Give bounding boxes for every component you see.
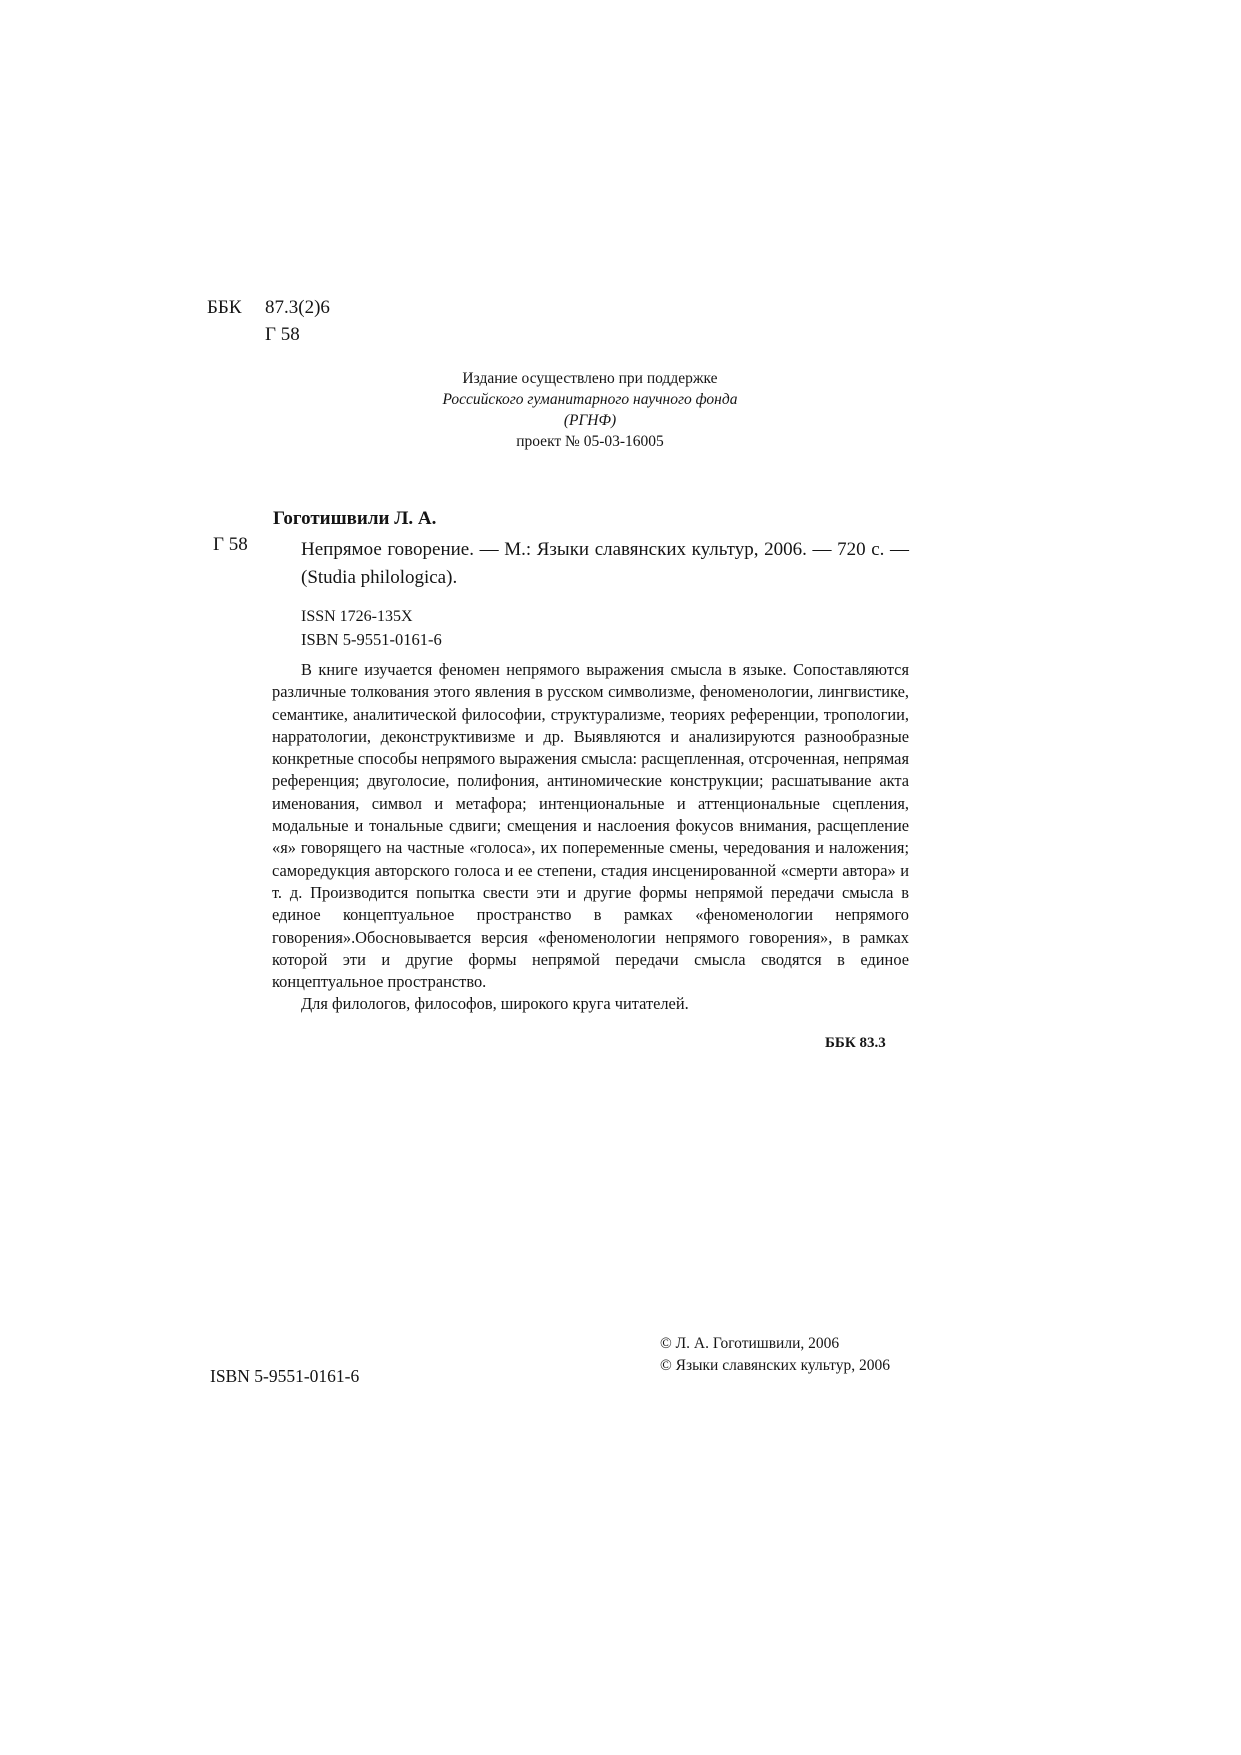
support-foundation: Российского гуманитарного научного фонда: [442, 391, 738, 408]
support-line-1: Издание осуществлено при поддержке: [462, 370, 718, 387]
bbk-index-bottom: ББК 83.3: [825, 1035, 886, 1051]
bbk-author-sign: Г 58: [265, 324, 300, 345]
annotation-paragraph: В книге изучается феномен непрямого выражения смысла в языке. Сопоставляются различные толкования этого явления в русском символизме, феноменологии, лингвистике, семантике, аналитической философии, структурализме, теориях референции, тропологии, нарратологии, деконструктивизме и др. Выявляются и анализируются разнообразные конкретные способы непрямого выражения смысла: расщепленная, отсроченная, непрямая референция; двуголосие, полифония, антиномические конструкции; расшатывание акта именования, символ и метафора; интенциональные и аттенциональные сцепления, модальные и тональные сдвиги; смещения и наслоения фокусов внимания, расщепление «я» говорящего на частные «голоса», их попеременные смены, чередования и наложения; саморедукция авторского голоса и ее степени, стадия инсценированной «смерти автора» и т. д. Производится попытка свести эти и другие формы непрямой передачи смысла в единое концептуальное пространство в рамках «феноменологии непрямого говорения».Обосновывается версия «феноменологии непрямого говорения», в рамках которой эти и другие формы непрямой передачи смысла сводятся в единое концептуальное пространство.: [272, 660, 909, 992]
support-notice: [380, 368, 800, 452]
author-name: Гоготишвили Л. А.: [273, 508, 437, 529]
issn: ISSN 1726-135X: [301, 608, 413, 625]
bbk-code: 87.3(2)6: [265, 297, 330, 318]
copyright-block: [660, 1333, 890, 1377]
isbn-bottom: ISBN 5-9551-0161-6: [210, 1366, 360, 1386]
entry-author-sign: Г 58: [213, 534, 248, 555]
isbn: ISBN 5-9551-0161-6: [301, 630, 442, 649]
support-project-number: проект № 05-03-16005: [516, 433, 664, 450]
support-abbreviation: (РГНФ): [563, 412, 617, 429]
annotation: [272, 659, 909, 1016]
copyright-publisher: © Языки славянских культур, 2006: [660, 1357, 891, 1374]
bbk-label: ББК: [207, 297, 242, 318]
title-description: Непрямое говорение. — М.: Языки славянских культур, 2006. — 720 с. — (Studia philologica).: [301, 539, 909, 588]
copyright-author: © Л. А. Гоготишвили, 2006: [660, 1335, 840, 1352]
audience-paragraph: Для филологов, философов, широкого круга читателей.: [301, 994, 689, 1014]
